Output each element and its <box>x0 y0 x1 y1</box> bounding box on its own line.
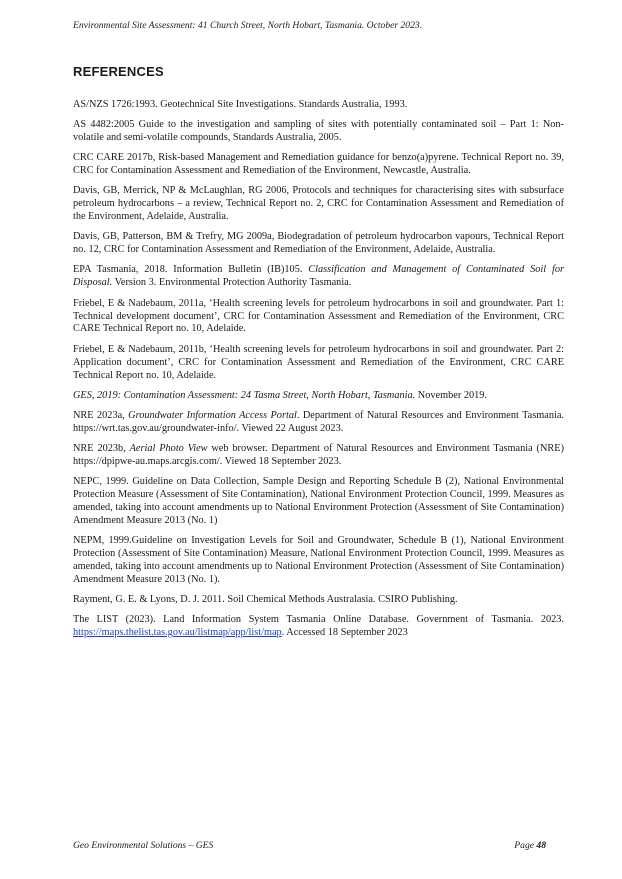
reference-item: CRC CARE 2017b, Risk-based Management and Remediation guidance for benzo(a)pyrene. Technical Report no. 39, CRC for Contamination Assessment and Remediation of the Environment, Newcastle, Australia. <box>73 152 564 177</box>
reference-item: AS/NZS 1726:1993. Geotechnical Site Investigations. Standards Australia, 1993. <box>73 99 408 110</box>
reference-item: NEPC, 1999. Guideline on Data Collection, Sample Design and Reporting Schedule B (2), National Environmental Protection Measure (Assessment of Site Contamination), National Environment Protection Council, 1999. Measures as amended, taking into account amendments up to National Environment Protection (Assessment of Site Contamination) Amendment Measure 2013 (No. 1) <box>73 475 564 526</box>
reference-item: NRE 2023b, Aerial Photo View web browser. Department of Natural Resources and Environment Tasmania (NRE) https://dpipwe-au.maps.arcgis.com/. Viewed 18 September 2023. <box>73 442 564 467</box>
reference-item: Friebel, E & Nadebaum, 2011a, ‘Health screening levels for petroleum hydrocarbons in soil and groundwater. Part 1: Technical development document’, CRC for Contamination Assessment and Remediation of the Environment, CRC CARE Technical Report no. 10, Adelaide. <box>73 297 564 335</box>
reference-item: AS 4482:2005 Guide to the investigation and sampling of sites with potentially contaminated soil – Part 1: Non-volatile and semi-volatile compounds, Standards Australia, 2005. <box>73 119 564 144</box>
reference-item: Friebel, E & Nadebaum, 2011b, ‘Health screening levels for petroleum hydrocarbons in soil and groundwater. Part 2: Application document’, CRC for Contamination Assessment and Remediation of the Environment, CRC CARE Technical Report no. 10, Adelaide. <box>73 343 564 381</box>
reference-item: Davis, GB, Patterson, BM & Trefry, MG 2009a, Biodegradation of petroleum hydrocarbon vapours, Technical Report no. 12, CRC for Contamination Assessment and Remediation of the Environment, Adelaide, Australia. <box>73 231 564 256</box>
list-map-link[interactable]: https://maps.thelist.tas.gov.au/listmap/app/list/map <box>73 627 282 639</box>
page-number: Page 48 <box>514 840 546 851</box>
reference-item: NRE 2023a, Groundwater Information Access Portal. Department of Natural Resources and Environment Tasmania. https://wrt.tas.gov.au/groundwater-info/. Viewed 22 August 2023. <box>73 409 564 434</box>
reference-list <box>73 99 564 647</box>
page-header: Environmental Site Assessment: 41 Church Street, North Hobart, Tasmania. October 2023. <box>73 20 423 31</box>
section-heading: REFERENCES <box>73 64 164 79</box>
reference-item: The LIST (2023). Land Information System Tasmania Online Database. Government of Tasmania. 2023. https://maps.thelist.tas.gov.au/listmap/app/list/map. Accessed 18 September 2023 <box>73 614 564 639</box>
reference-item: NEPM, 1999.Guideline on Investigation Levels for Soil and Groundwater, Schedule B (1), National Environment Protection (Assessment of Site Contamination) Measure, National Environment Protection Council, 1999. Measures as amended, taking into account amendments up to National Environment Protection (Assessment of Site Contamination) Amendment Measure 2013 (No. 1). <box>73 534 564 585</box>
footer-company: Geo Environmental Solutions – GES <box>73 840 214 851</box>
reference-item: Rayment, G. E. & Lyons, D. J. 2011. Soil Chemical Methods Australasia. CSIRO Publishing. <box>73 593 458 605</box>
reference-item: Davis, GB, Merrick, NP & McLaughlan, RG 2006, Protocols and techniques for characterising sites with subsurface petroleum hydrocarbons – a review, Technical Report no. 2, CRC for Contamination Assessment and Remediation of the Environment, Adelaide, Australia. <box>73 185 564 223</box>
reference-item: EPA Tasmania, 2018. Information Bulletin (IB)105. Classification and Management of Contaminated Soil for Disposal. Version 3. Environmental Protection Authority Tasmania. <box>73 264 564 289</box>
reference-item: GES, 2019: Contamination Assessment: 24 Tasma Street, North Hobart, Tasmania. November 2019. <box>73 389 487 401</box>
